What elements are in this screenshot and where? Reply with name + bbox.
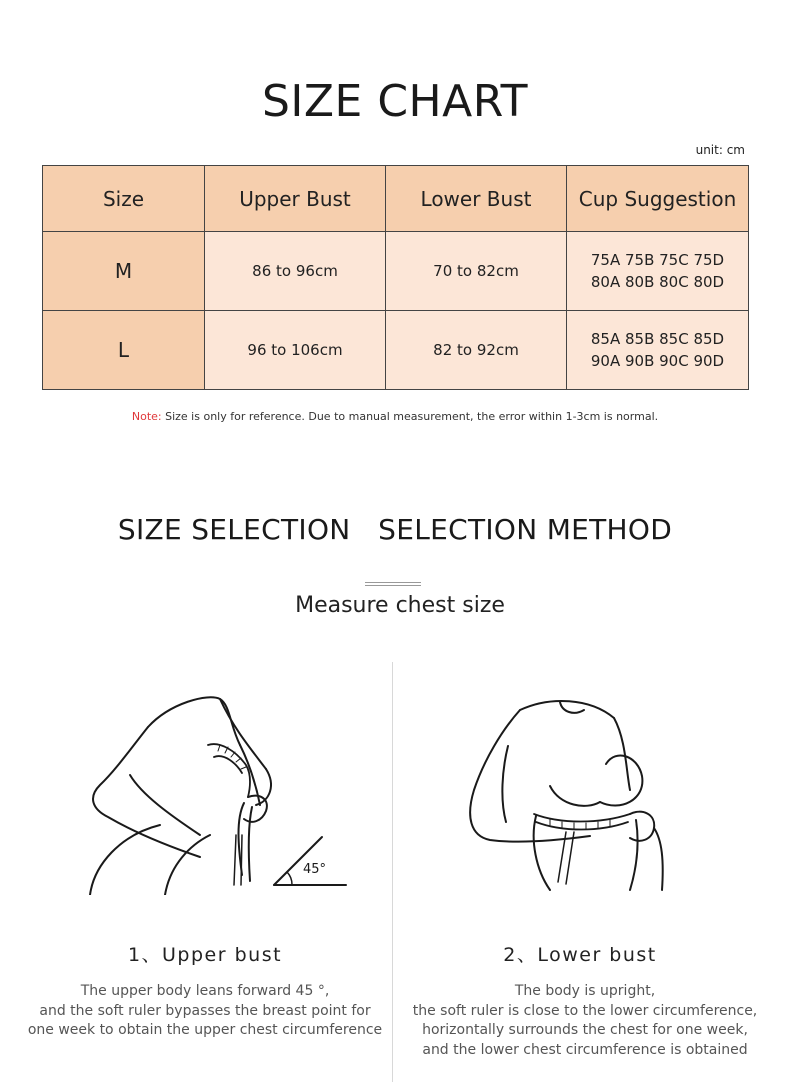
- table-row: [43, 311, 749, 390]
- lower-bust-cell: 70 to 82cm: [386, 232, 567, 311]
- size-cell: M: [43, 232, 205, 311]
- note-text: Size is only for reference. Due to manual measurement, the error within 1-3cm is normal.: [161, 410, 659, 423]
- cup-cell: [567, 311, 749, 390]
- unit-label: unit: cm: [695, 143, 745, 157]
- lower-bust-illustration: [450, 690, 700, 900]
- cup-line: 80A 80B 80C 80D: [590, 273, 725, 291]
- header-cup-suggestion: Cup Suggestion: [567, 166, 749, 232]
- step-upper-bust-description: [20, 982, 390, 1041]
- description-line: and the soft ruler bypasses the breast point for: [39, 1002, 371, 1019]
- cup-cell: [567, 232, 749, 311]
- header-lower-bust: Lower Bust: [386, 166, 567, 232]
- step-lower-bust-title: 2、Lower bust: [503, 944, 657, 966]
- table-row: [43, 232, 749, 311]
- divider: [365, 582, 421, 586]
- angle-label: 45°: [303, 862, 327, 877]
- step-upper-bust-title: 1、Upper bust: [127, 944, 283, 966]
- size-cell: L: [43, 311, 205, 390]
- description-line: horizontally surrounds the chest for one week,: [422, 1022, 748, 1038]
- table-header-row: [43, 166, 749, 232]
- header-size: Size: [43, 166, 205, 232]
- description-line: and the lower chest circumference is obtained: [422, 1041, 748, 1058]
- section-title: SIZE SELECTION SELECTION METHOD: [117, 513, 673, 546]
- upper-bust-cell: 86 to 96cm: [205, 232, 386, 311]
- description-line: The body is upright,: [514, 983, 656, 999]
- upper-bust-cell: 96 to 106cm: [205, 311, 386, 390]
- cup-line: 90A 90B 90C 90D: [590, 352, 725, 370]
- page-title: SIZE CHART: [262, 76, 528, 127]
- note: [0, 410, 790, 423]
- header-upper-bust: Upper Bust: [205, 166, 386, 232]
- size-chart-table: [42, 165, 749, 390]
- vertical-divider: [392, 662, 393, 1082]
- section-subtitle: Measure chest size: [295, 593, 505, 618]
- description-line: one week to obtain the upper chest circumference: [27, 1022, 383, 1038]
- step-lower-bust-description: [400, 982, 770, 1060]
- note-label: Note:: [131, 410, 162, 423]
- cup-line: 75A 75B 75C 75D: [590, 251, 725, 269]
- description-line: the soft ruler is close to the lower circumference,: [412, 1002, 758, 1019]
- lower-bust-cell: 82 to 92cm: [386, 311, 567, 390]
- description-line: The upper body leans forward 45 °,: [80, 983, 330, 999]
- cup-line: 85A 85B 85C 85D: [590, 330, 725, 348]
